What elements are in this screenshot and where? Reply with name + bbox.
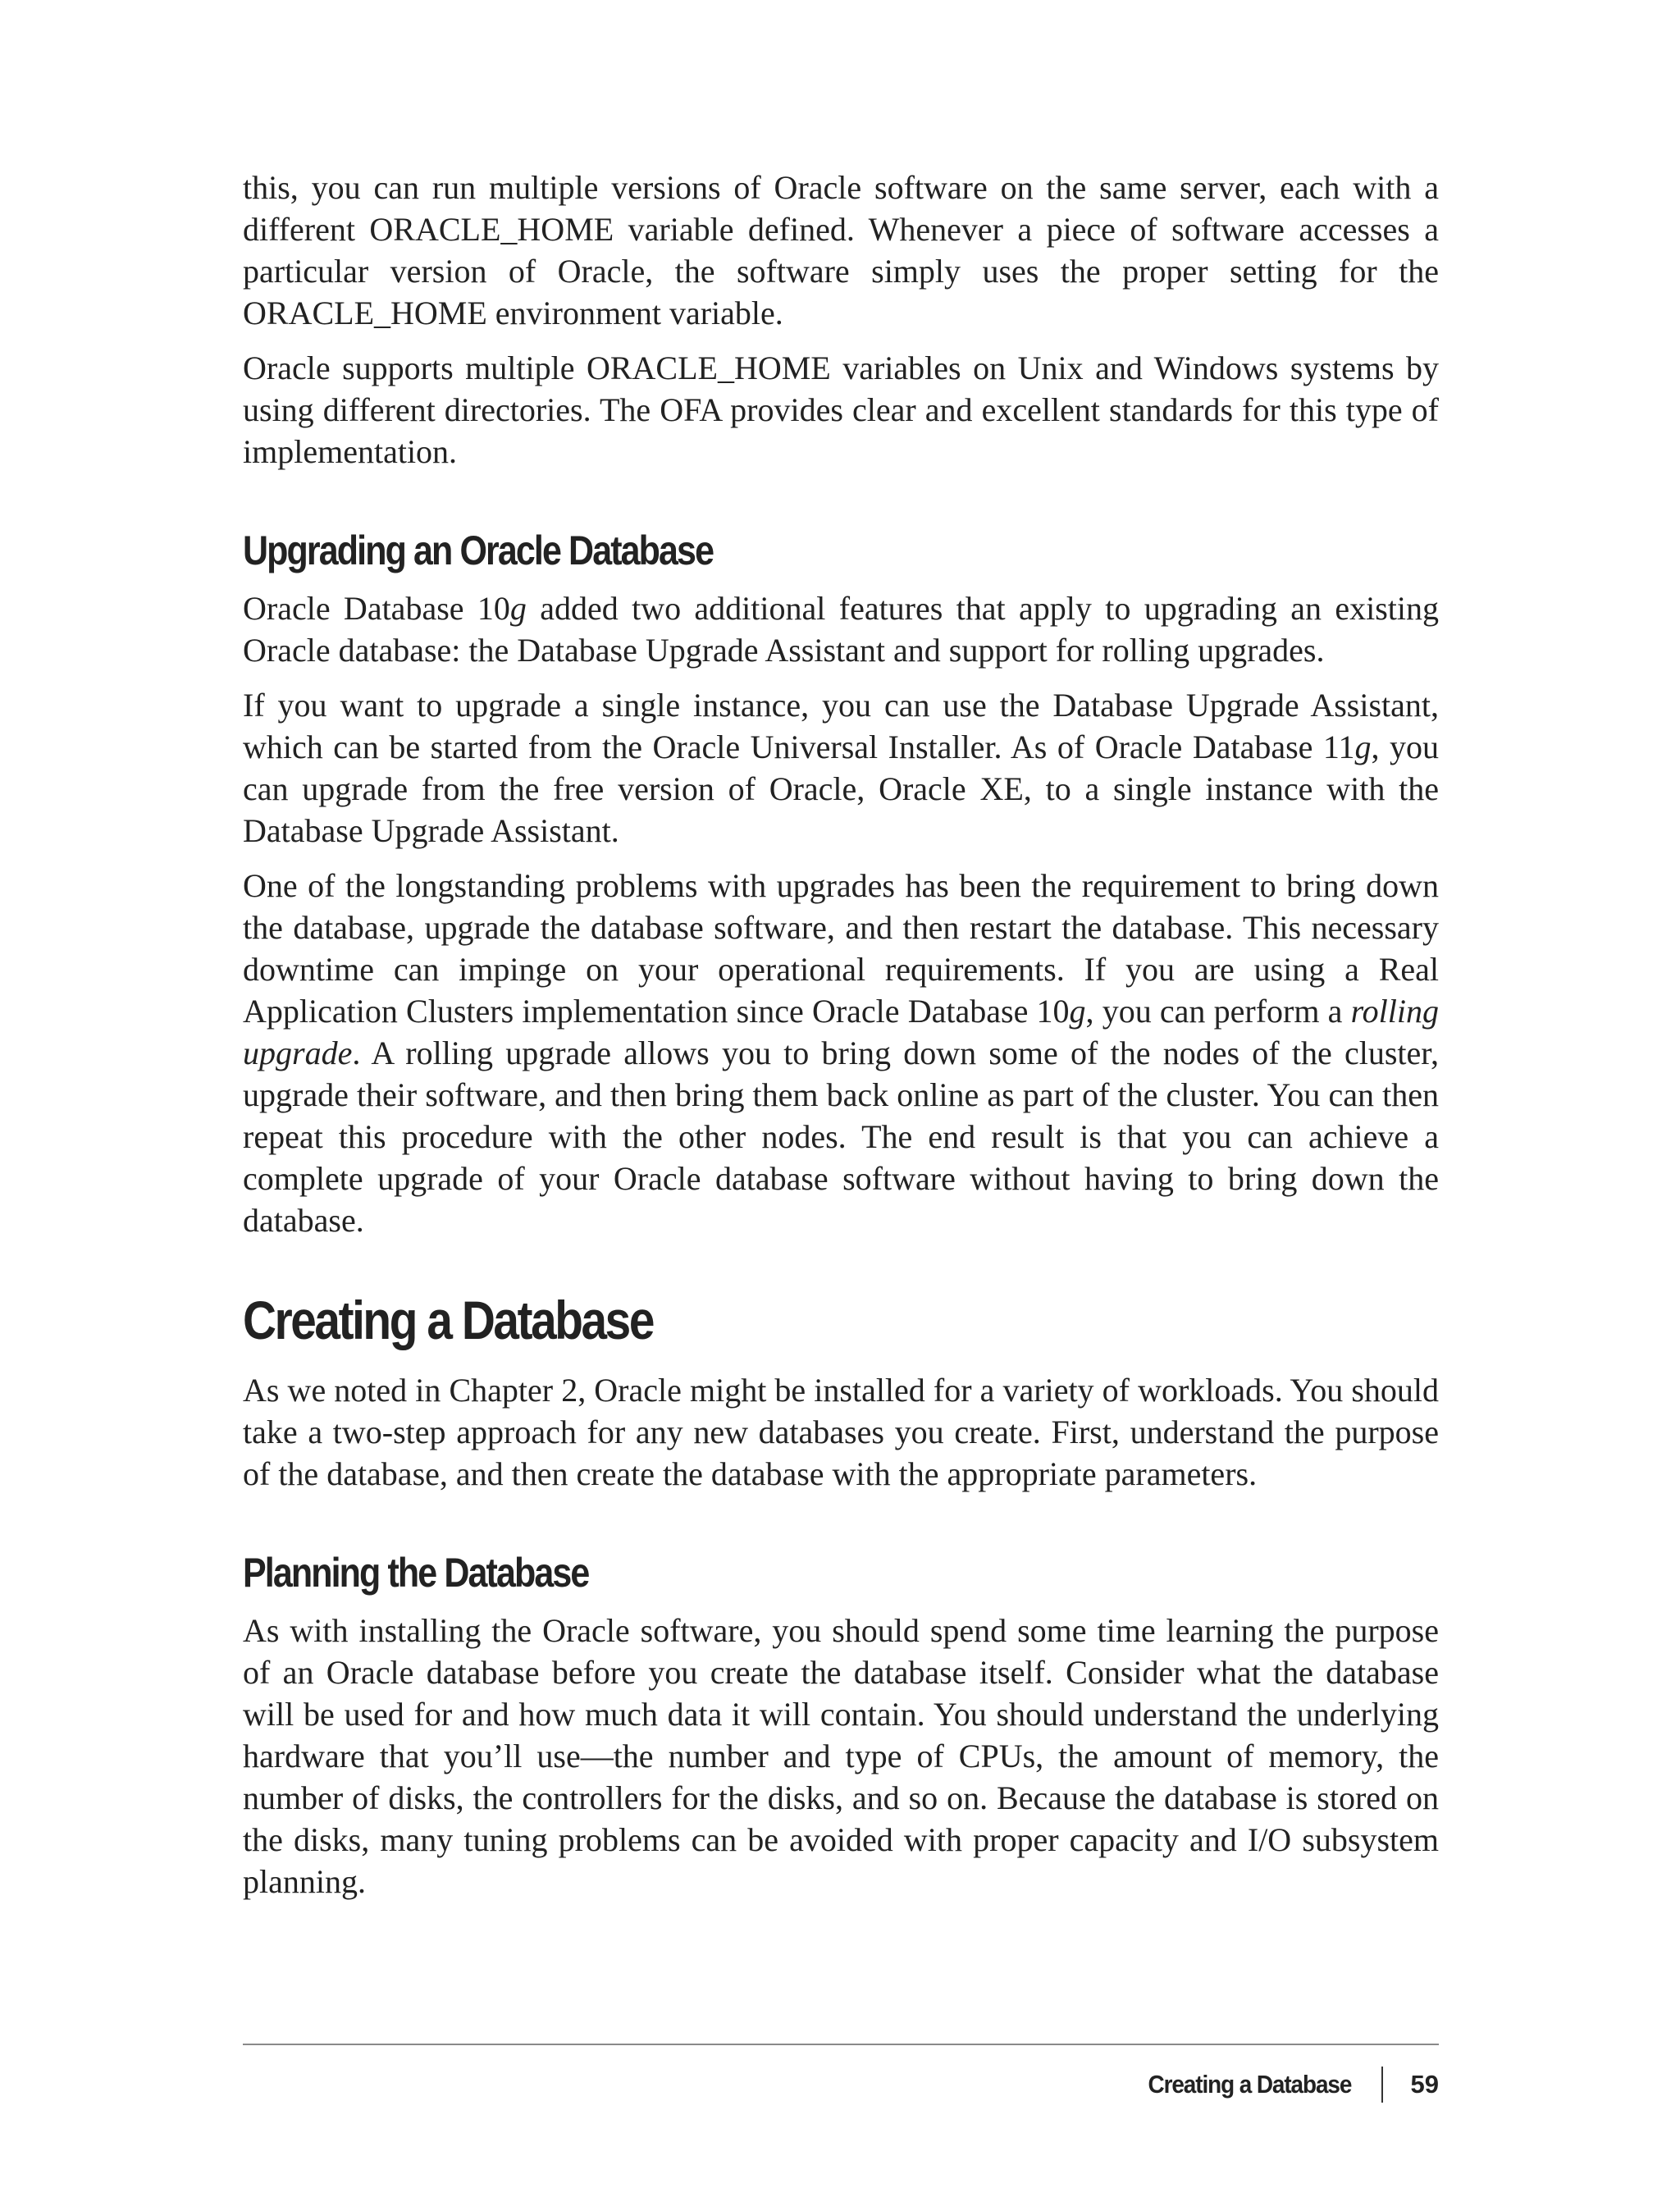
paragraph-multiple-oracle-home: Oracle supports multiple ORACLE_HOME variables on Unix and Windows systems by using different directories. The OFA provides clear and excellent standards for this type of implementation. xyxy=(243,349,1439,470)
paragraph-creating-intro: As we noted in Chapter 2, Oracle might be installed for a variety of workloads. You should take a two-step approach for any new databases you create. First, understand the purpose of the database, and then create the database with the appropriate parameters. xyxy=(243,1372,1439,1492)
footer-separator xyxy=(1381,2067,1383,2103)
paragraph-planning: As with installing the Oracle software, you should spend some time learning the purpose of an Oracle database before you create the database itself. Consider what the database will be used for and how much data it will contain. You should understand the underlying hardware that you’ll use—the number and type of CPUs, the amount of memory, the number of disks, the controllers for the disks, and so on. Because the database is stored on the disks, many tuning problems can be avoided with proper capacity and I/O subsystem planning. xyxy=(243,1612,1439,1900)
paragraph-upgrade-features: Oracle Database 10g added two additional features that apply to upgrading an existing Oracle database: the Database Upgrade Assistant and support for rolling upgrades. xyxy=(243,590,1439,669)
footer-section-title: Creating a Database xyxy=(1148,2070,1352,2099)
page-footer xyxy=(243,2044,1439,2099)
page-number: 59 xyxy=(1410,2070,1439,2099)
paragraph-rolling-upgrade: One of the longstanding problems with upgrades has been the requirement to bring down the database, upgrade the database software, and then restart the database. This necessary downtime can impinge on your operational requirements. If you are using a Real Application Clusters implementation since Oracle Database 10g, you can perform a rolling upgrade. A rolling upgrade allows you to bring down some of the nodes of the cluster, upgrade their software, and then bring them back online as part of the cluster. You can then repeat this procedure with the other nodes. The end result is that you can achieve a complete upgrade of your Oracle database software without having to bring down the database. xyxy=(243,867,1440,1239)
paragraph-oracle-home-versions: this, you can run multiple versions of Oracle software on the same server, each with a different ORACLE_HOME variable defined. Whenever a piece of software accesses a particular version of Oracle, the software simply uses the proper setting for the ORACLE_HOME environment variable. xyxy=(243,169,1439,331)
heading-upgrading-oracle-database: Upgrading an Oracle Database xyxy=(243,528,714,573)
paragraph-upgrade-assistant: If you want to upgrade a single instance, you can use the Database Upgrade Assistant, which can be started from the Oracle Universal Installer. As of Oracle Database 11g, you can upgrade from the free version of Oracle, Oracle XE, to a single instance with the Database Upgrade Assistant. xyxy=(243,687,1439,849)
heading-creating-a-database: Creating a Database xyxy=(243,1290,653,1350)
term-rolling-upgrade: rolling upgrade xyxy=(243,993,1440,1071)
page-body xyxy=(243,167,1439,1916)
heading-planning-the-database: Planning the Database xyxy=(243,1550,589,1596)
